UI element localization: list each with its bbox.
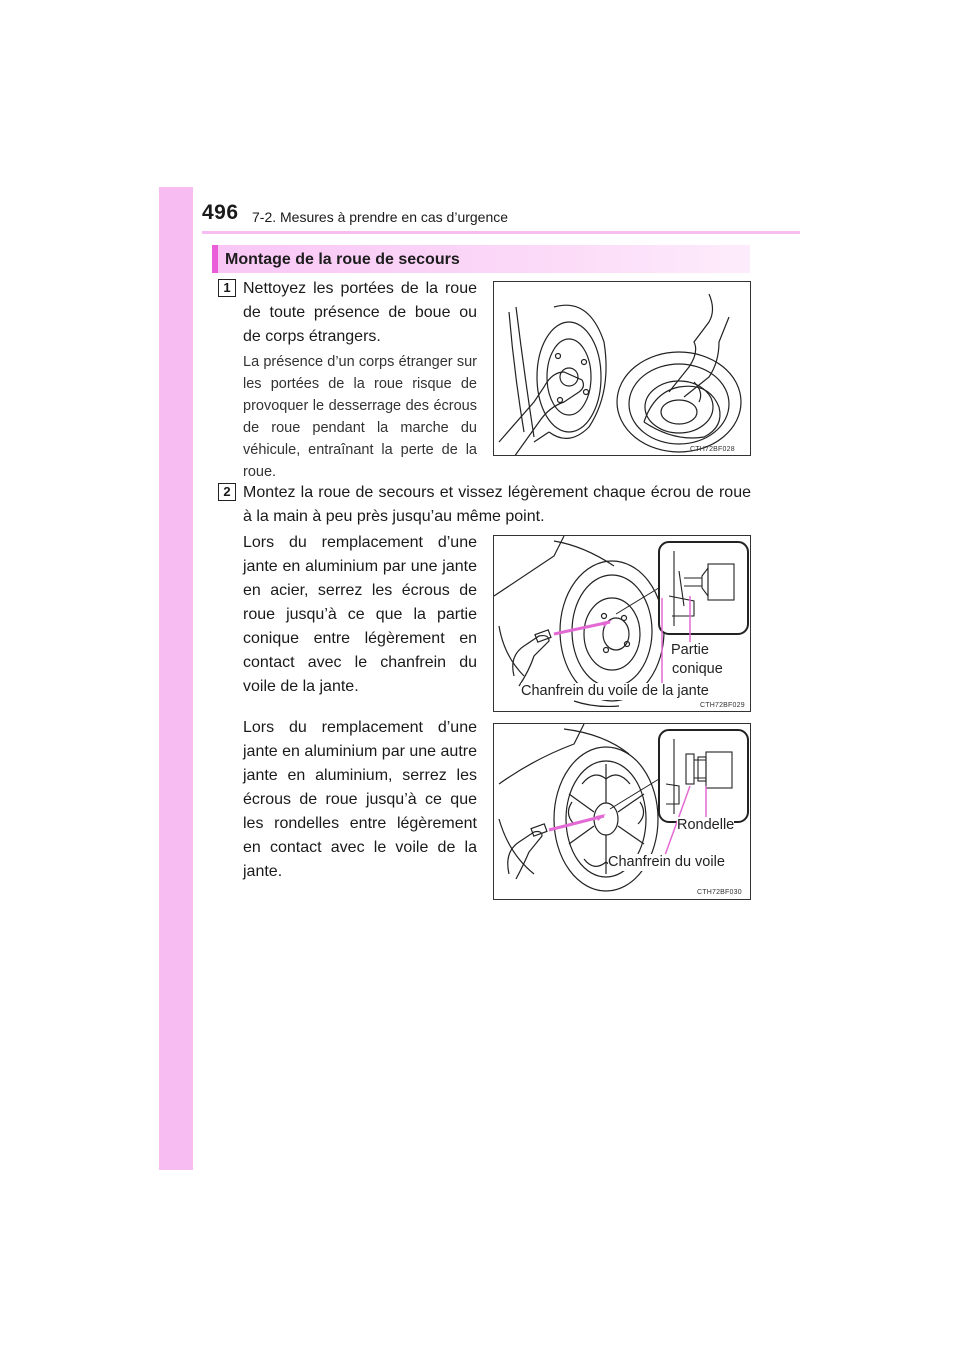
figure-code: CTH72BF028	[690, 446, 735, 453]
step-2-text: Montez la roue de secours et vissez légèrement chaque écrou de roue à la main à peu près jusqu’au même point.	[243, 484, 751, 525]
figure-alu-wheel-drawing	[494, 724, 751, 900]
figure-alu-wheel	[493, 723, 751, 900]
callout-chamfer: Chanfrein du voile de la jante	[521, 683, 709, 699]
header-rule	[202, 231, 800, 234]
alu-wheel-paragraph: Lors du remplacement d’une jante en aluminium par une autre jante en aluminium, serrez les écrous de roue jusqu’à ce que les rondelles entre légèrement en contact avec le voile de la jante.	[243, 719, 477, 880]
steel-wheel-paragraph: Lors du remplacement d’une jante en aluminium par une jante en acier, serrez les écrous de roue jusqu’à ce que la partie conique entre légèrement en contact avec le chanfrein du voile de la jante.	[243, 534, 477, 695]
step-number-2: 2	[218, 483, 236, 501]
section-heading: Montage de la roue de secours	[225, 251, 460, 268]
step-number-1: 1	[218, 279, 236, 297]
callout-washer: Rondelle	[677, 817, 735, 833]
figure-steel-wheel	[493, 535, 751, 712]
side-tab-band	[159, 187, 193, 1170]
callout-chamfer: Chanfrein du voile	[608, 854, 725, 870]
page-number: 496	[202, 201, 239, 224]
step-1-note: La présence d’un corps étranger sur les portées de la roue risque de provoquer le desserrage des écrous de roue pendant la marche du véhicule, entraînant la perte de la roue.	[243, 354, 477, 480]
figure-code: CTH72BF030	[697, 889, 742, 896]
figure-code: CTH72BF029	[700, 702, 745, 709]
figure-clean-hub-drawing	[494, 282, 751, 456]
callout-conical-part-line1: Partie	[671, 642, 709, 658]
figure-clean-hub	[493, 281, 751, 456]
callout-conical-part-line2: conique	[672, 661, 723, 677]
section-title: 7-2. Mesures à prendre en cas d’urgence	[252, 209, 509, 225]
step-1-text: Nettoyez les portées de la roue de toute présence de boue ou de corps étrangers.	[243, 280, 477, 345]
heading-accent	[212, 245, 218, 273]
